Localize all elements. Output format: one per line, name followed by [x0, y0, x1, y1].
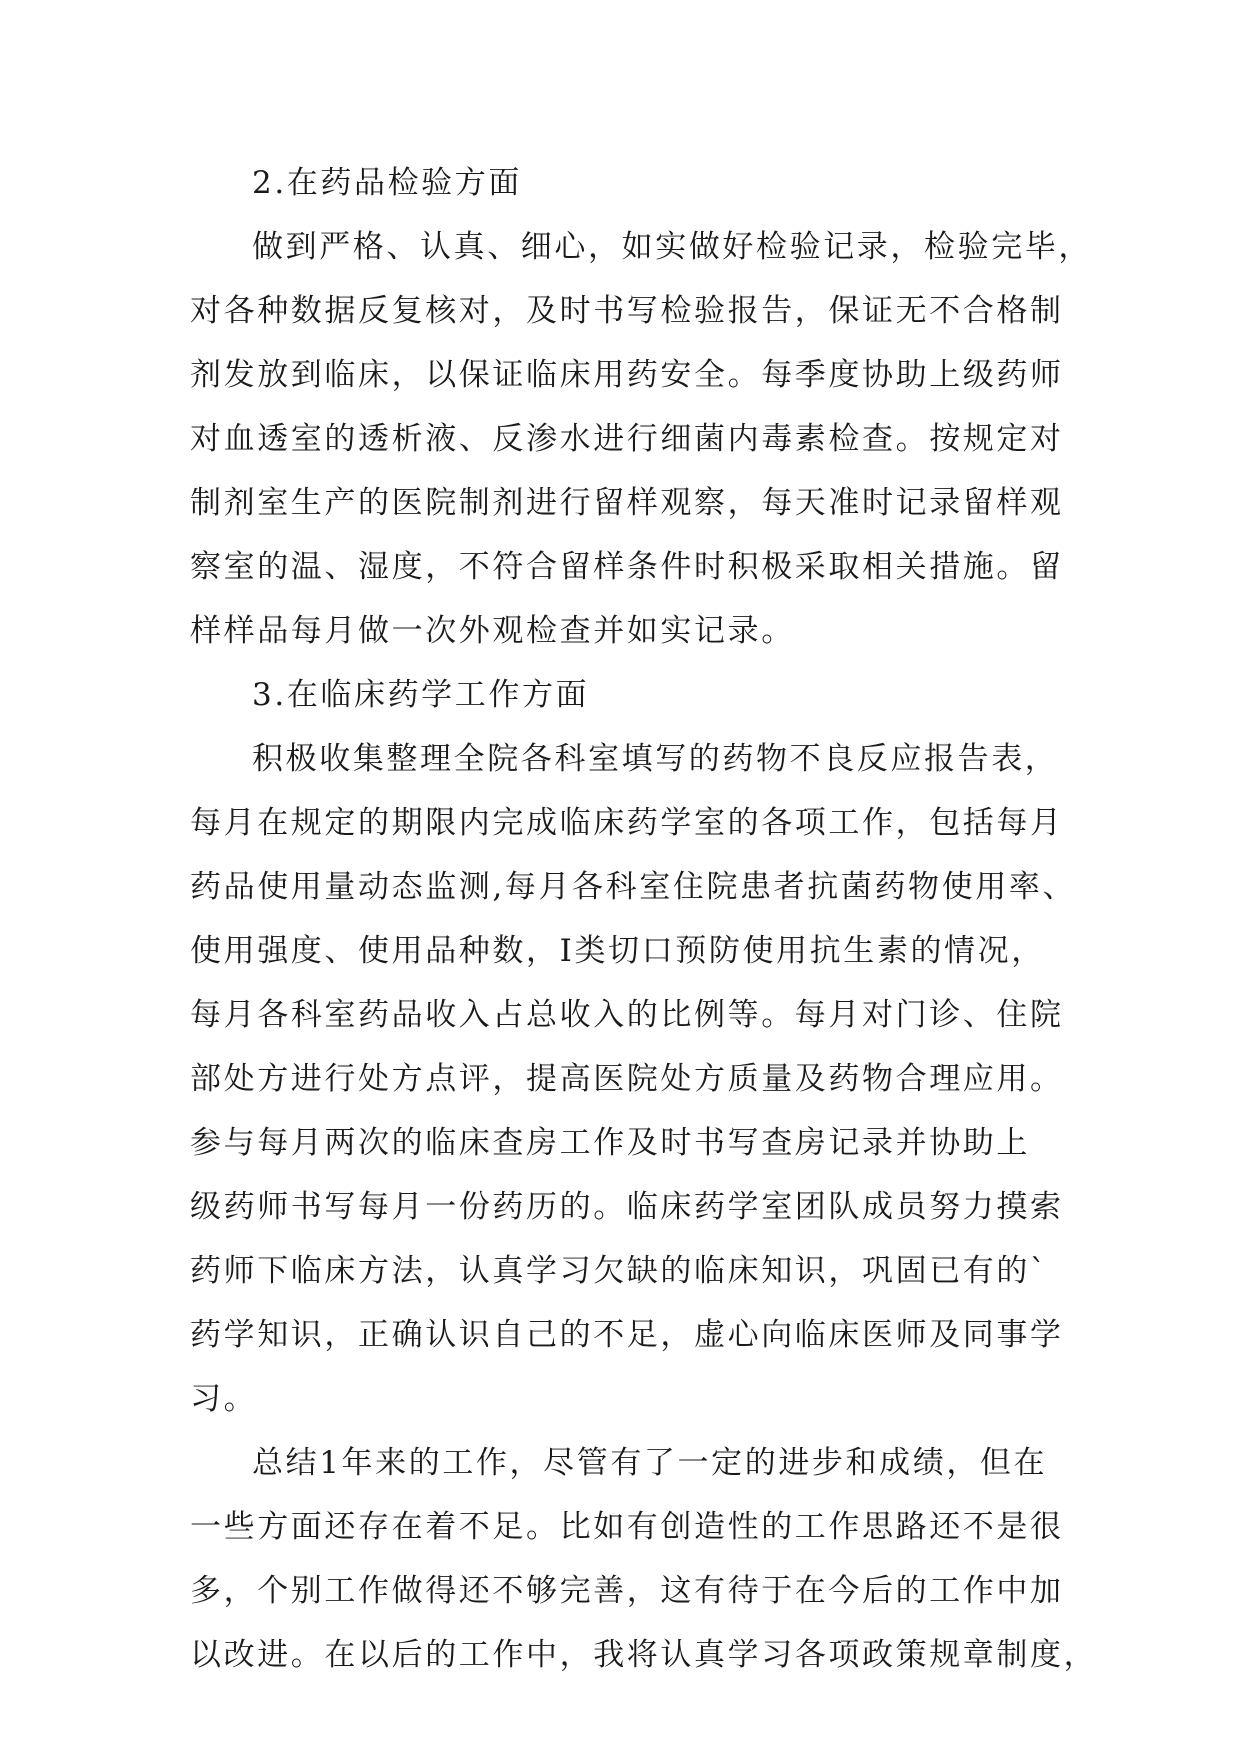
paragraph-line: 察室的温、湿度，不符合留样条件时积极采取相关措施。留 [190, 549, 1064, 585]
paragraph-line: 药品使用量动态监测,每月各科室住院患者抗菌药物使用率、 [190, 869, 1077, 905]
paragraph-line: 积极收集整理全院各科室填写的药物不良反应报告表， [252, 741, 1059, 777]
paragraph-line: 每月各科室药品收入占总收入的比例等。每月对门诊、住院 [190, 997, 1064, 1033]
paragraph-line: 对血透室的透析液、反渗水进行细菌内毒素检查。按规定对 [190, 421, 1064, 457]
paragraph-line: 对各种数据反复核对，及时书写检验报告，保证无不合格制 [190, 293, 1064, 329]
paragraph-line: 样样品每月做一次外观检查并如实记录。 [190, 613, 795, 649]
paragraph-line: 剂发放到临床，以保证临床用药安全。每季度协助上级药师 [190, 357, 1064, 393]
paragraph-line: 每月在规定的期限内完成临床药学室的各项工作，包括每月 [190, 805, 1064, 841]
paragraph-line: 一些方面还存在着不足。比如有创造性的工作思路还不是很 [190, 1509, 1064, 1545]
paragraph-line: 药师下临床方法，认真学习欠缺的临床知识，巩固已有的` [190, 1253, 1049, 1289]
paragraph-line: 药学知识，正确认识自己的不足，虚心向临床医师及同事学 [190, 1317, 1064, 1353]
paragraph-line: 总结1年来的工作，尽管有了一定的进步和成绩，但在 [252, 1445, 1048, 1481]
paragraph-line: 以改进。在以后的工作中，我将认真学习各项政策规章制度， [190, 1637, 1098, 1673]
section-heading-clinical-pharmacy: 3.在临床药学工作方面 [252, 677, 590, 713]
paragraph-line: 使用强度、使用品种数，Ⅰ类切口预防使用抗生素的情况， [190, 933, 1045, 969]
paragraph-line: 做到严格、认真、细心，如实做好检验记录，检验完毕， [252, 229, 1092, 265]
paragraph-line: 部处方进行处方点评，提高医院处方质量及药物合理应用。 [190, 1061, 1064, 1097]
paragraph-line: 级药师书写每月一份药历的。临床药学室团队成员努力摸索 [190, 1189, 1064, 1225]
paragraph-line: 习。 [190, 1381, 258, 1417]
section-heading-drug-inspection: 2.在药品检验方面 [252, 165, 522, 201]
paragraph-line: 多，个别工作做得还不够完善，这有待于在今后的工作中加 [190, 1573, 1064, 1609]
paragraph-line: 参与每月两次的临床查房工作及时书写查房记录并协助上 [190, 1125, 1030, 1161]
paragraph-line: 制剂室生产的医院制剂进行留样观察，每天准时记录留样观 [190, 485, 1064, 521]
